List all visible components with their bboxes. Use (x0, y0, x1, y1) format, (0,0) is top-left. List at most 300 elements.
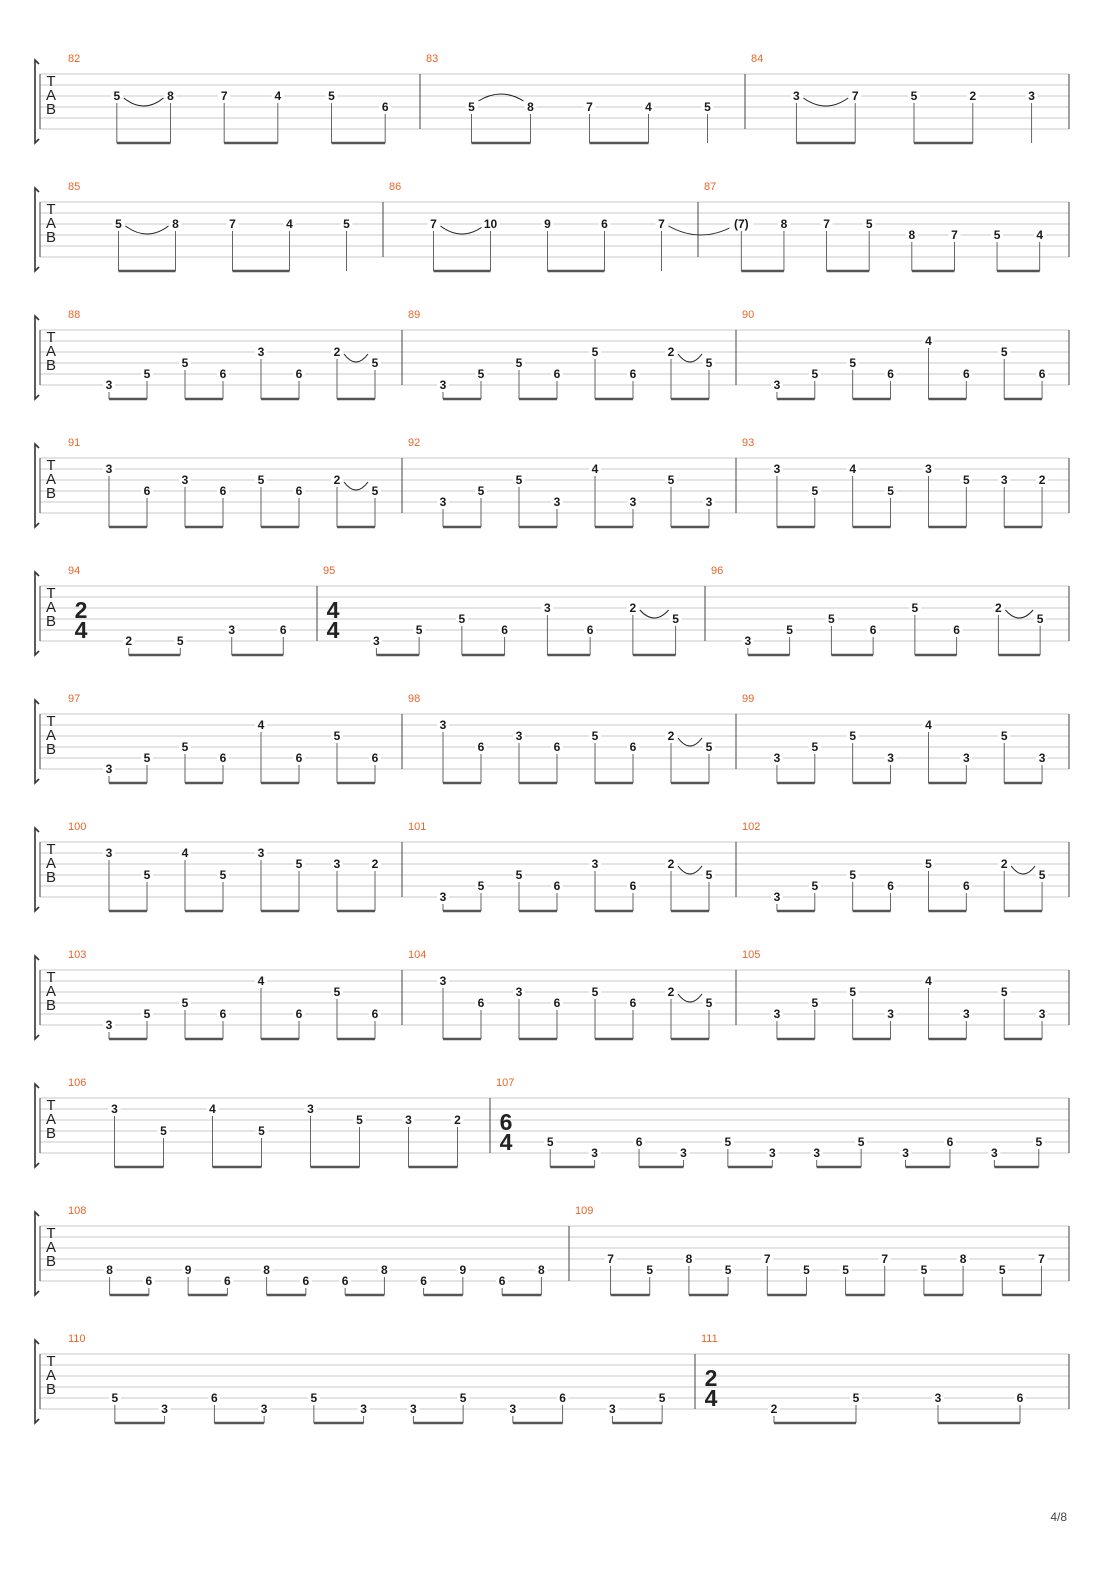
fret-number: 5 (705, 868, 713, 882)
fret-number: 2 (333, 345, 341, 359)
fret-number: 5 (257, 473, 265, 487)
fret-number: 3 (509, 1402, 517, 1416)
fret-number: 3 (705, 495, 713, 509)
fret-number: 2 (125, 634, 133, 648)
measure-number: 95 (323, 565, 336, 577)
measure-number: 96 (711, 565, 724, 577)
fret-number: 6 (341, 1274, 349, 1288)
fret-number: 6 (371, 1007, 379, 1021)
fret-number: 5 (811, 740, 819, 754)
fret-number: 8 (263, 1263, 270, 1277)
fret-number: 5 (477, 367, 485, 381)
fret-number: 6 (143, 484, 151, 498)
fret-number: 5 (143, 868, 151, 882)
fret-number: 4 (925, 334, 932, 348)
measure-number: 109 (575, 1205, 594, 1217)
measure-number: 82 (68, 53, 81, 65)
fret-number: 4 (274, 89, 282, 103)
fret-number: 3 (1000, 473, 1008, 487)
tab-clef-letter: A (45, 983, 57, 1000)
fret-number: 5 (111, 1391, 119, 1405)
measure-number: 100 (68, 821, 87, 833)
measure-number: 108 (68, 1205, 87, 1217)
fret-number: 6 (371, 751, 379, 765)
tie-arc (678, 866, 702, 874)
fret-number: 5 (811, 879, 819, 893)
fret-number: 5 (1035, 1135, 1043, 1149)
fret-number: 5 (295, 857, 303, 871)
fret-number: 4 (286, 217, 293, 231)
fret-number: 3 (887, 751, 894, 765)
fret-number: 6 (1038, 367, 1046, 381)
system-bracket (35, 188, 39, 271)
fret-number: 5 (515, 356, 523, 370)
fret-number: 5 (925, 857, 932, 871)
fret-number: 5 (1000, 345, 1008, 359)
fret-number: 8 (172, 217, 179, 231)
time-signature-bottom: 4 (74, 617, 88, 643)
fret-number: 5 (310, 1391, 318, 1405)
fret-number: 5 (849, 356, 857, 370)
measure-number: 92 (408, 437, 421, 449)
tie-arc (1011, 866, 1035, 874)
fret-number: 5 (477, 484, 485, 498)
fret-number: 3 (962, 751, 970, 765)
measure-number: 97 (68, 693, 81, 705)
fret-number: 6 (219, 751, 227, 765)
fret-number: 5 (333, 985, 341, 999)
fret-number: 3 (773, 462, 781, 476)
fret-number: 2 (1038, 473, 1046, 487)
fret-number: 3 (962, 1007, 970, 1021)
tab-clef-letter: T (46, 969, 56, 986)
fret-number: 2 (371, 857, 379, 871)
fret-number: 3 (439, 718, 447, 732)
measure-number: 93 (742, 437, 755, 449)
fret-number: 3 (1038, 1007, 1046, 1021)
tab-clef-letter: B (45, 613, 57, 630)
fret-number: 8 (167, 89, 174, 103)
fret-number: 4 (925, 974, 932, 988)
fret-number: 5 (515, 868, 523, 882)
fret-number: 5 (646, 1263, 654, 1277)
fret-number: 6 (295, 1007, 303, 1021)
fret-number: 3 (553, 495, 561, 509)
system-bracket (35, 1212, 39, 1295)
measure-number: 105 (742, 949, 761, 961)
fret-number: (7) (733, 217, 749, 231)
fret-number: 5 (160, 1124, 167, 1138)
system-bracket (35, 316, 39, 399)
tab-clef-letter: A (45, 599, 57, 616)
fret-number: 6 (295, 367, 303, 381)
fret-number: 2 (454, 1113, 461, 1127)
fret-number: 6 (477, 740, 485, 754)
fret-number: 7 (229, 217, 236, 231)
tie-arc (678, 994, 702, 1002)
fret-number: 7 (586, 100, 593, 114)
fret-number: 7 (1038, 1252, 1045, 1266)
fret-number: 6 (145, 1274, 153, 1288)
time-signature-top: 2 (74, 597, 88, 623)
fret-number: 8 (908, 228, 916, 242)
tie-arc (669, 226, 734, 235)
fret-number: 3 (439, 378, 447, 392)
fret-number: 6 (211, 1391, 218, 1405)
tab-clef-letter: A (45, 1367, 57, 1384)
fret-number: 5 (672, 612, 679, 626)
fret-number: 5 (546, 1135, 554, 1149)
fret-number: 5 (724, 1263, 732, 1277)
fret-number: 3 (410, 1402, 417, 1416)
fret-number: 5 (849, 985, 857, 999)
fret-number: 3 (105, 846, 113, 860)
fret-number: 2 (1000, 857, 1008, 871)
fret-number: 5 (849, 868, 857, 882)
fret-number: 5 (1000, 729, 1008, 743)
tie-arc (441, 226, 484, 234)
fret-number: 6 (962, 367, 970, 381)
fret-number: 3 (181, 473, 189, 487)
fret-number: 3 (228, 623, 236, 637)
fret-number: 3 (307, 1102, 314, 1116)
fret-number: 3 (991, 1146, 998, 1160)
measure-number: 83 (426, 53, 439, 65)
measure-number: 107 (496, 1077, 515, 1089)
fret-number: 3 (105, 378, 113, 392)
fret-number: 6 (224, 1274, 231, 1288)
fret-number: 5 (219, 868, 227, 882)
fret-number: 5 (705, 356, 713, 370)
fret-number: 5 (993, 228, 1001, 242)
fret-number: 5 (704, 100, 711, 114)
fret-number: 5 (371, 484, 379, 498)
fret-number: 2 (333, 473, 341, 487)
fret-number: 5 (803, 1263, 810, 1277)
tab-clef-letter: B (45, 1253, 57, 1270)
measure-number: 101 (408, 821, 427, 833)
system-bracket (35, 956, 39, 1039)
tab-clef-letter: B (45, 357, 57, 374)
fret-number: 3 (333, 857, 341, 871)
fret-number: 4 (181, 846, 189, 860)
fret-number: 6 (962, 879, 970, 893)
tab-clef-letter: T (46, 329, 56, 346)
tab-clef-letter: B (45, 229, 57, 246)
fret-number: 3 (591, 1146, 598, 1160)
tab-clef-letter: T (46, 1353, 56, 1370)
fret-number: 5 (328, 89, 335, 103)
measure-number: 85 (68, 181, 81, 193)
tab-clef-letter: T (46, 1225, 56, 1242)
fret-number: 5 (865, 217, 873, 231)
fret-number: 6 (635, 1135, 643, 1149)
fret-number: 3 (105, 462, 113, 476)
fret-number: 5 (910, 89, 918, 103)
fret-number: 3 (439, 890, 447, 904)
fret-number: 5 (371, 356, 379, 370)
measure-number: 86 (389, 181, 402, 193)
fret-number: 5 (887, 484, 894, 498)
system-bracket (35, 700, 39, 783)
fret-number: 5 (786, 623, 793, 637)
fret-number: 6 (1016, 1391, 1024, 1405)
fret-number: 6 (946, 1135, 954, 1149)
measure-number: 91 (68, 437, 81, 449)
system-bracket (35, 444, 39, 527)
fret-number: 5 (415, 623, 423, 637)
time-signature-top: 6 (499, 1109, 513, 1135)
fret-number: 5 (459, 1391, 467, 1405)
fret-number: 5 (113, 89, 121, 103)
fret-number: 5 (115, 217, 122, 231)
fret-number: 6 (629, 879, 637, 893)
fret-number: 4 (645, 100, 652, 114)
fret-number: 3 (887, 1007, 894, 1021)
fret-number: 5 (176, 634, 184, 648)
tab-clef-letter: A (45, 87, 57, 104)
fret-number: 7 (658, 217, 665, 231)
measure-number: 110 (68, 1333, 86, 1345)
fret-number: 3 (161, 1402, 168, 1416)
fret-number: 3 (405, 1113, 412, 1127)
fret-number: 2 (667, 985, 675, 999)
fret-number: 5 (515, 473, 523, 487)
fret-number: 5 (143, 1007, 151, 1021)
tab-clef-letter: B (45, 485, 57, 502)
fret-number: 3 (744, 634, 752, 648)
fret-number: 3 (793, 89, 800, 103)
tie-arc (479, 94, 524, 101)
fret-number: 4 (1036, 228, 1044, 242)
tab-clef-letter: A (45, 855, 57, 872)
fret-number: 3 (105, 762, 113, 776)
tab-clef-letter: B (45, 1381, 57, 1398)
fret-number: 4 (849, 462, 857, 476)
measure-number: 104 (408, 949, 427, 961)
fret-number: 7 (851, 89, 859, 103)
fret-number: 3 (1038, 751, 1046, 765)
fret-number: 3 (680, 1146, 687, 1160)
tab-clef-letter: A (45, 471, 57, 488)
tab-clef-letter: B (45, 101, 57, 118)
system-bracket (35, 60, 39, 143)
fret-number: 5 (591, 729, 599, 743)
tie-arc (126, 226, 169, 234)
measure-number: 87 (704, 181, 717, 193)
fret-number: 5 (962, 473, 970, 487)
fret-number: 3 (515, 985, 523, 999)
measure-number: 98 (408, 693, 421, 705)
fret-number: 3 (813, 1146, 821, 1160)
fret-number: 3 (773, 378, 781, 392)
fret-number: 5 (258, 1124, 265, 1138)
fret-number: 5 (705, 996, 713, 1010)
tie-arc (1005, 610, 1033, 618)
fret-number: 5 (920, 1263, 928, 1277)
measure-number: 90 (742, 309, 755, 321)
system-bracket (35, 1084, 39, 1167)
fret-number: 10 (483, 217, 498, 231)
fret-number: 7 (763, 1252, 771, 1266)
fret-number: 5 (705, 740, 713, 754)
fret-number: 3 (629, 495, 637, 509)
tab-clef-letter: T (46, 585, 56, 602)
fret-number: 3 (591, 857, 599, 871)
tab-clef-letter: A (45, 727, 57, 744)
tab-clef-letter: T (46, 841, 56, 858)
fret-number: 6 (295, 484, 303, 498)
tie-arc (678, 738, 702, 746)
tie-arc (344, 482, 368, 490)
fret-number: 6 (629, 740, 637, 754)
fret-number: 3 (768, 1146, 776, 1160)
fret-number: 5 (724, 1135, 732, 1149)
fret-number: 6 (498, 1274, 506, 1288)
fret-number: 2 (995, 601, 1002, 615)
measure-number: 99 (742, 693, 755, 705)
fret-number: 5 (849, 729, 857, 743)
fret-number: 6 (219, 484, 227, 498)
fret-number: 6 (553, 879, 561, 893)
tab-clef-letter: A (45, 1239, 57, 1256)
fret-number: 3 (439, 974, 447, 988)
fret-number: 6 (279, 623, 287, 637)
fret-number: 8 (959, 1252, 967, 1266)
fret-number: 6 (586, 623, 594, 637)
fret-number: 5 (458, 612, 466, 626)
fret-number: 2 (667, 729, 675, 743)
fret-number: 8 (538, 1263, 545, 1277)
fret-number: 8 (780, 217, 788, 231)
fret-number: 9 (544, 217, 551, 231)
fret-number: 9 (459, 1263, 467, 1277)
fret-number: 5 (852, 1391, 860, 1405)
fret-number: 3 (925, 462, 932, 476)
fret-number: 6 (629, 996, 637, 1010)
time-signature-top: 4 (326, 597, 340, 623)
fret-number: 6 (887, 367, 894, 381)
fret-number: 5 (811, 367, 819, 381)
fret-number: 6 (887, 879, 894, 893)
fret-number: 5 (591, 345, 599, 359)
fret-number: 2 (667, 345, 675, 359)
fret-number: 3 (1028, 89, 1035, 103)
fret-number: 6 (553, 996, 561, 1010)
fret-number: 6 (302, 1274, 310, 1288)
measure-number: 84 (751, 53, 764, 65)
fret-number: 3 (373, 634, 380, 648)
fret-number: 5 (828, 612, 835, 626)
fret-number: 8 (381, 1263, 388, 1277)
fret-number: 5 (143, 751, 151, 765)
fret-number: 5 (1038, 868, 1046, 882)
fret-number: 3 (439, 495, 447, 509)
tab-clef-letter: T (46, 713, 56, 730)
fret-number: 3 (544, 601, 551, 615)
fret-number: 3 (257, 345, 265, 359)
fret-number: 6 (219, 1007, 227, 1021)
fret-number: 6 (295, 751, 303, 765)
tab-clef-letter: B (45, 869, 57, 886)
fret-number: 5 (658, 1391, 666, 1405)
fret-number: 2 (770, 1402, 778, 1416)
fret-number: 2 (969, 89, 977, 103)
measure-number: 111 (701, 1333, 718, 1345)
tab-clef-letter: A (45, 1111, 57, 1128)
fret-number: 6 (501, 623, 508, 637)
fret-number: 6 (477, 996, 485, 1010)
tab-clef-letter: A (45, 343, 57, 360)
fret-number: 3 (609, 1402, 616, 1416)
fret-number: 4 (209, 1102, 216, 1116)
fret-number: 3 (773, 751, 781, 765)
fret-number: 6 (420, 1274, 427, 1288)
tie-arc (803, 98, 848, 106)
time-signature-bottom: 4 (704, 1385, 718, 1411)
system-bracket (35, 572, 39, 655)
tab-clef-letter: T (46, 1097, 56, 1114)
fret-number: 3 (902, 1146, 909, 1160)
fret-number: 6 (559, 1391, 566, 1405)
fret-number: 5 (1036, 612, 1044, 626)
measure-number: 88 (68, 309, 81, 321)
fret-number: 7 (430, 217, 437, 231)
fret-number: 4 (591, 462, 599, 476)
fret-number: 5 (811, 484, 819, 498)
fret-number: 3 (773, 890, 781, 904)
fret-number: 5 (356, 1113, 363, 1127)
system-bracket (35, 828, 39, 911)
fret-number: 5 (468, 100, 475, 114)
fret-number: 8 (685, 1252, 693, 1266)
fret-number: 4 (257, 718, 265, 732)
page-number: 4/8 (1050, 1510, 1067, 1524)
fret-number: 5 (343, 217, 350, 231)
fret-number: 5 (857, 1135, 865, 1149)
fret-number: 3 (257, 846, 265, 860)
fret-number: 5 (998, 1263, 1006, 1277)
measure-number: 106 (68, 1077, 87, 1089)
fret-number: 8 (527, 100, 534, 114)
tab-clef-letter: B (45, 741, 57, 758)
measure-number: 103 (68, 949, 87, 961)
fret-number: 3 (773, 1007, 781, 1021)
fret-number: 5 (181, 356, 189, 370)
measure-number: 89 (408, 309, 421, 321)
fret-number: 9 (184, 1263, 192, 1277)
fret-number: 4 (925, 718, 932, 732)
fret-number: 2 (629, 601, 637, 615)
tie-arc (344, 354, 368, 362)
fret-number: 6 (219, 367, 227, 381)
fret-number: 6 (553, 740, 561, 754)
tab-clef-letter: T (46, 457, 56, 474)
fret-number: 7 (951, 228, 958, 242)
fret-number: 6 (601, 217, 608, 231)
tab-clef-letter: T (46, 201, 56, 218)
fret-number: 6 (381, 100, 389, 114)
fret-number: 6 (553, 367, 561, 381)
fret-number: 3 (515, 729, 523, 743)
fret-number: 5 (333, 729, 341, 743)
fret-number: 7 (220, 89, 228, 103)
fret-number: 5 (667, 473, 675, 487)
time-signature-bottom: 4 (326, 617, 340, 643)
measure-number: 94 (68, 565, 81, 577)
fret-number: 4 (257, 974, 265, 988)
tie-arc (640, 610, 669, 618)
